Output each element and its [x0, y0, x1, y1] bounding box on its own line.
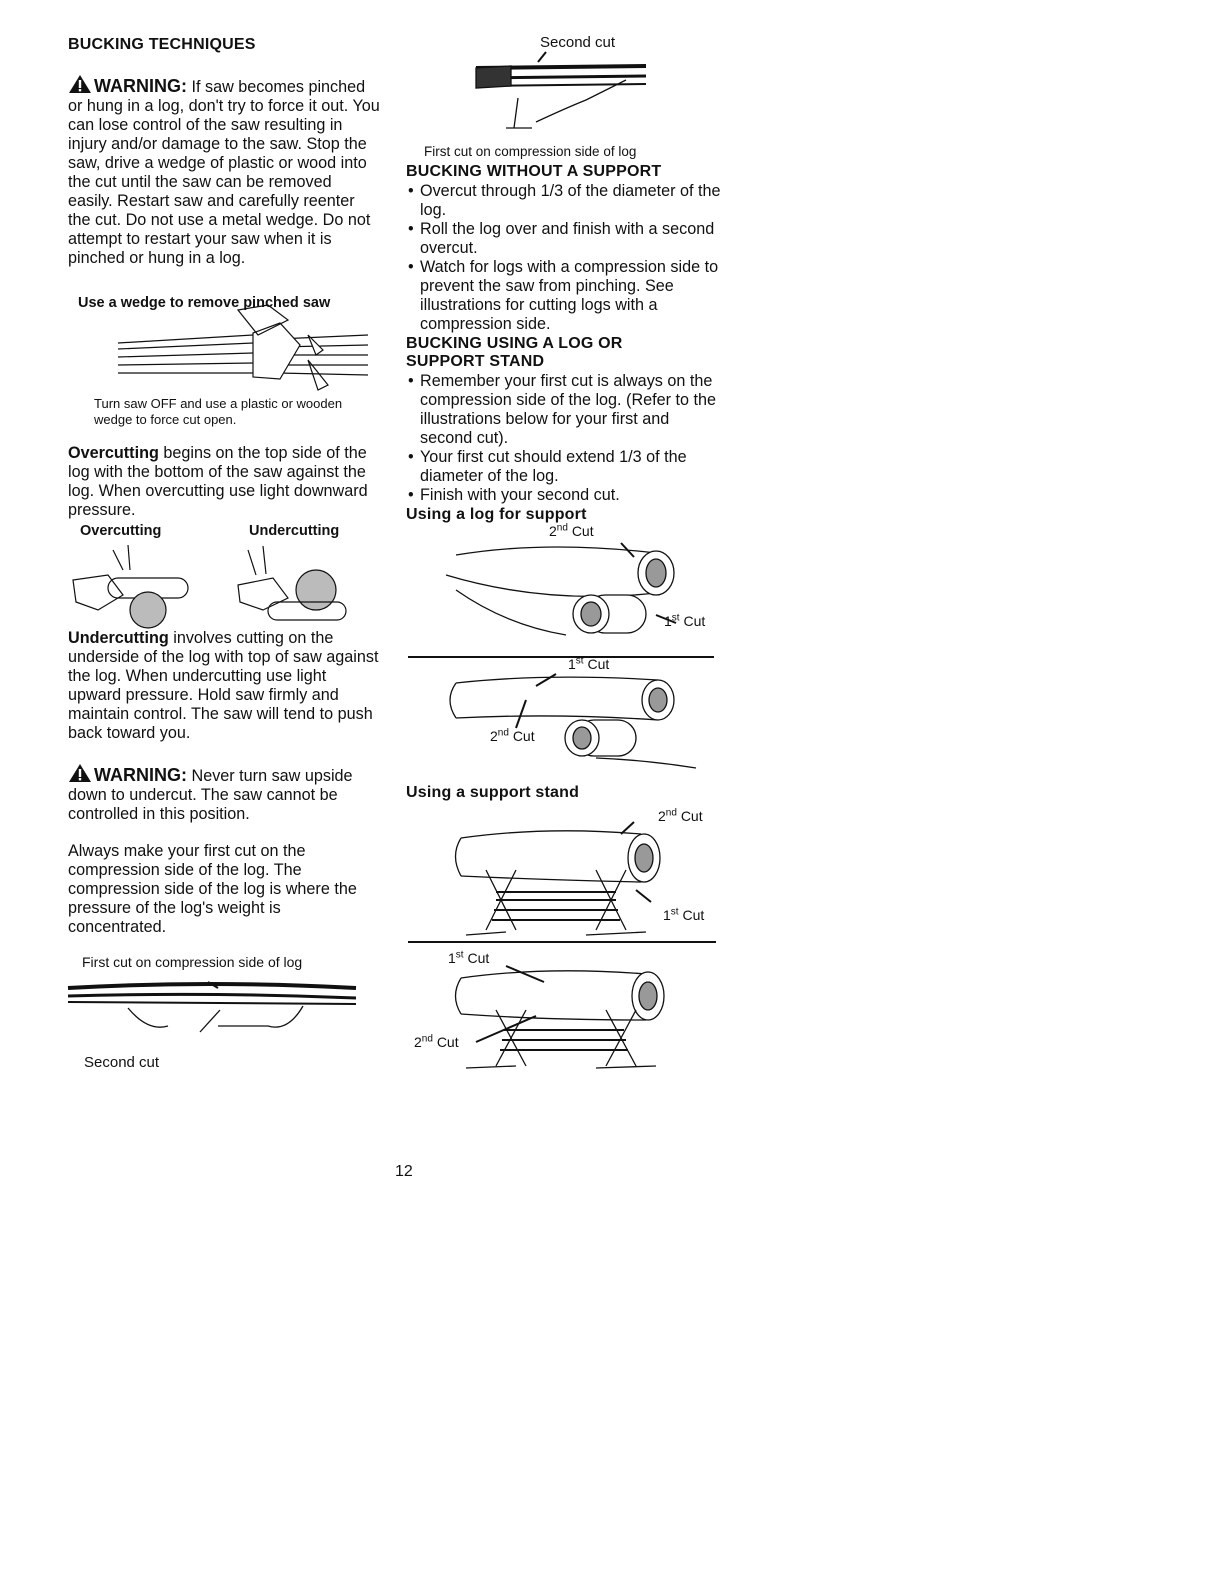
without-support-list	[406, 182, 724, 334]
log-support-heading: Using a log for support	[406, 506, 587, 523]
warning-label: WARNING:	[94, 765, 187, 785]
list-item: • Remember your first cut is always on the compression side of the log. (Refer to the illustrations below for your first and second cut).	[406, 372, 724, 448]
fig-second-cut-caption-top: Second cut	[540, 34, 616, 51]
warning-label: WARNING:	[94, 76, 187, 96]
label-2nd-cut: 2nd Cut	[658, 807, 703, 824]
section-title: BUCKING TECHNIQUES	[68, 36, 256, 53]
undercutting-text: involves cutting on the underside of the log with top of saw against the log. When undercutting use light upward pressure. Hold saw firmly and maintain control. The saw will tend to push back toward you.	[68, 629, 379, 742]
fig-first-cut-caption: First cut on compression side of log	[82, 954, 303, 970]
undercutting-term: Undercutting	[68, 629, 169, 647]
with-support-heading-line1: BUCKING USING A LOG OR	[406, 335, 623, 352]
stand-heading: Using a support stand	[406, 784, 580, 801]
label-1st-cut: 1st Cut	[568, 655, 610, 672]
log-support-figure-1	[426, 535, 686, 645]
divider	[408, 656, 714, 658]
fig-first-cut-caption-top: First cut on compression side of log	[424, 144, 637, 159]
undercutting-paragraph	[68, 629, 380, 743]
label-2nd-cut: 2nd Cut	[549, 522, 594, 539]
wedge-caption: Use a wedge to remove pinched saw	[78, 295, 331, 311]
warning-text: If saw becomes pinched or hung in a log, don't try to force it out. You can lose control of the saw resulting in injury and/or damage to the saw. Stop the saw, drive a wedge of plastic or wood into the cut until the saw can be removed easily. Restart saw and carefully reenter the cut. Do not use a metal wedge. Do not attempt to restart your saw when it is pinched or hung in a log.	[68, 78, 380, 267]
fig-second-cut-caption: Second cut	[84, 1054, 160, 1071]
warning-block-1	[68, 74, 380, 268]
undercutting-figure-label: Undercutting	[249, 523, 340, 539]
warning-triangle-icon	[68, 74, 92, 94]
page-number: 12	[395, 1163, 413, 1180]
wedge-note: Turn saw OFF and use a plastic or wooden wedge to force cut open.	[94, 396, 343, 427]
warning-text: Never turn saw upside down to undercut. The saw cannot be controlled in this position.	[68, 767, 353, 823]
tension-log-illustration	[466, 50, 656, 135]
with-support-heading	[406, 335, 623, 371]
label-1st-cut: 1st Cut	[448, 949, 490, 966]
label-2nd-cut: 2nd Cut	[414, 1033, 459, 1050]
list-item: • Your first cut should extend 1/3 of the diameter of the log.	[406, 448, 724, 486]
list-item: • Overcut through 1/3 of the diameter of the log.	[406, 182, 724, 220]
first-cut-paragraph: Always make your first cut on the compression side of the log. The compression side of the log is where the pressure of the log's weight is concentrated.	[68, 842, 357, 936]
divider	[408, 941, 716, 943]
compression-log-illustration	[68, 972, 358, 1052]
list-item: • Watch for logs with a compression side to prevent the saw from pinching. See illustrations for cutting logs with a compression side.	[406, 258, 724, 334]
list-item: • Roll the log over and finish with a second overcut.	[406, 220, 724, 258]
with-support-heading-line2: SUPPORT STAND	[406, 353, 545, 370]
log-support-figure-2	[436, 668, 706, 768]
overcut-undercut-illustration	[68, 540, 368, 628]
with-support-list	[406, 372, 724, 505]
overcutting-text: begins on the top side of the log with the bottom of the saw against the log. When overcutting use light downward pressure.	[68, 444, 368, 519]
support-stand-figure-1	[446, 820, 666, 942]
support-stand-figure-2	[446, 958, 676, 1073]
overcutting-paragraph	[68, 444, 380, 520]
list-item: • Finish with your second cut.	[406, 486, 724, 505]
warning-block-2	[68, 763, 380, 824]
overcutting-figure-label: Overcutting	[80, 523, 162, 539]
label-1st-cut: 1st Cut	[663, 906, 705, 923]
without-support-heading: BUCKING WITHOUT A SUPPORT	[406, 163, 662, 180]
wedge-illustration	[118, 305, 368, 395]
label-2nd-cut: 2nd Cut	[490, 727, 535, 744]
warning-triangle-icon	[68, 763, 92, 783]
overcutting-term: Overcutting	[68, 444, 159, 462]
label-1st-cut: 1st Cut	[664, 612, 706, 629]
